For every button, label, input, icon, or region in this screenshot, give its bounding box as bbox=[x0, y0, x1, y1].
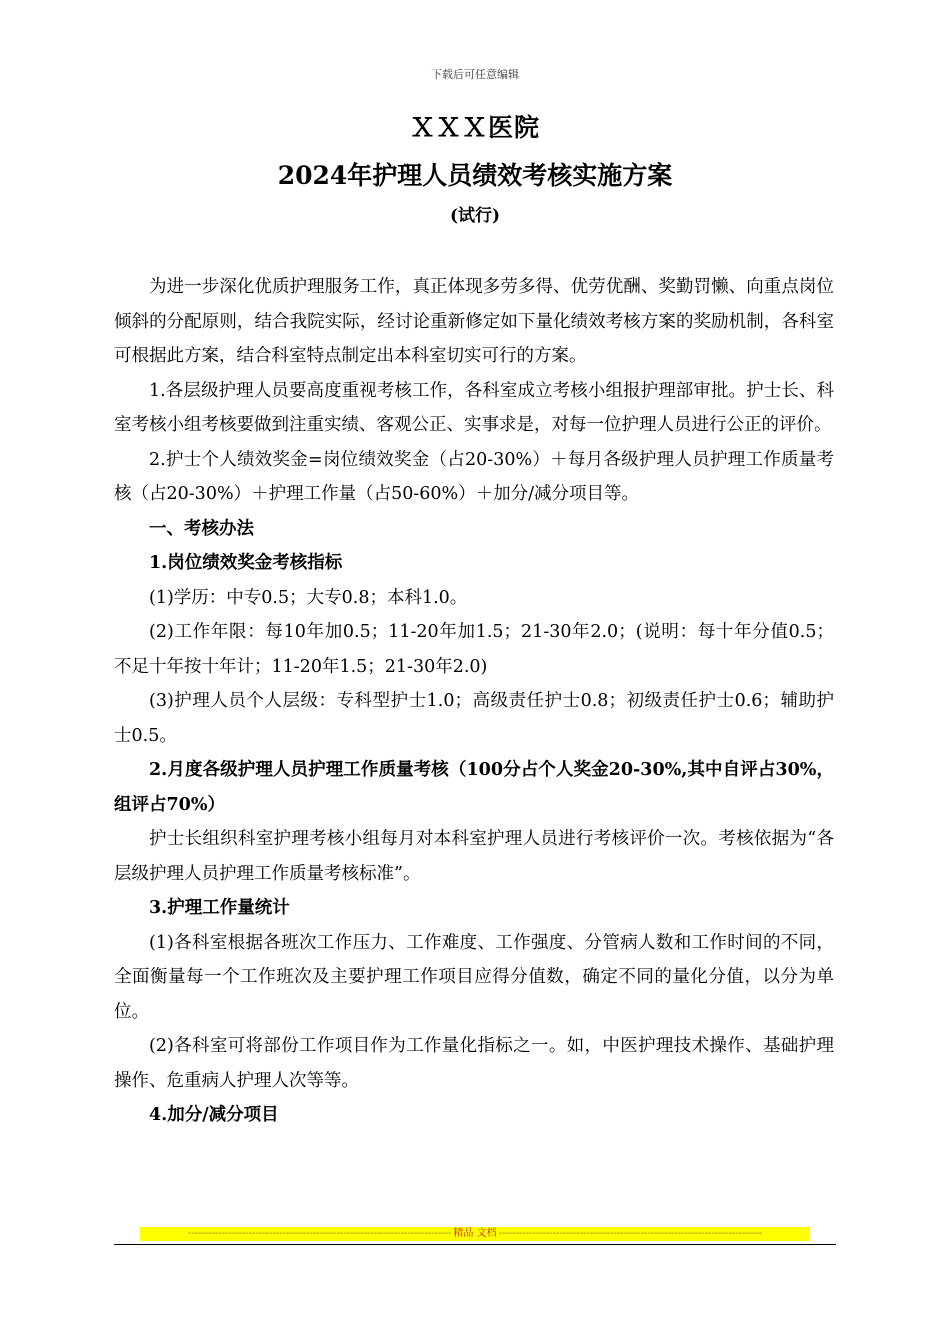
document-title: 2024年护理人员绩效考核实施方案 bbox=[277, 161, 673, 190]
section-heading-1: 一、考核办法 bbox=[149, 518, 254, 539]
intro-paragraph: 为进一步深化优质护理服务工作，真正体现多劳多得、优劳优酬、奖勤罚懒、向重点岗位倾斜的分配原则，结合我院实际，经讨论重新修定如下量化绩效考核方案的奖励机制，各科室可根据此方案，结合科室特点制定出本科室切实可行的方案。 bbox=[114, 277, 834, 366]
header-note: 下载后可任意编辑 bbox=[431, 68, 519, 81]
quality-assessment-paragraph: 护士长组织科室护理考核小组每月对本科室护理人员进行考核评价一次。考核依据为“各层级护理人员护理工作质量考核标准”。 bbox=[114, 829, 834, 884]
hospital-title: ＸＸＸ医院 bbox=[409, 113, 540, 142]
paragraph-item-2: 2.护士个人绩效奖金=岗位绩效奖金（占20-30%）＋每月各级护理人员护理工作质量考核（占20-30%）＋护理工作量（占50-60%）＋加分/减分项目等。 bbox=[114, 449, 834, 504]
footer-banner bbox=[140, 1227, 810, 1241]
footer-dashes-right: ------------------------------------------------------------------------------ bbox=[498, 1228, 763, 1239]
subsection-heading-1: 1.岗位绩效奖金考核指标 bbox=[149, 553, 343, 573]
workload-item-1: (1)各科室根据各班次工作压力、工作难度、工作强度、分管病人数和工作时间的不同，全面衡量每一个工作班次及主要护理工作项目应得分值数，确定不同的量化分值，以分为单位。 bbox=[114, 932, 834, 1022]
criteria-work-years: (2)工作年限：每10年加0.5；11-20年加1.5；21-30年2.0；(说明：每十年分值0.5；不足十年按十年计；11-20年1.5；21-30年2.0) bbox=[114, 622, 834, 677]
subsection-heading-2: 2.月度各级护理人员护理工作质量考核（100分占个人奖金20-30%,其中自评占30%，组评占70%） bbox=[114, 760, 834, 815]
workload-item-2: (2)各科室可将部份工作项目作为工作量化指标之一。如，中医护理技术操作、基础护理操作、危重病人护理人次等等。 bbox=[114, 1036, 834, 1091]
criteria-education: (1)学历：中专0.5；大专0.8；本科1.0。 bbox=[149, 587, 468, 608]
criteria-nurse-level: (3)护理人员个人层级：专科型护士1.0；高级责任护士0.8；初级责任护士0.6；辅助护士0.5。 bbox=[114, 691, 834, 746]
subsection-heading-4: 4.加分/减分项目 bbox=[149, 1105, 279, 1125]
footer-mark: 精品 文档 bbox=[453, 1228, 497, 1239]
footer-dashes-left: ------------------------------------------------------------------------------ bbox=[187, 1228, 452, 1239]
paragraph-item-1: 1.各层级护理人员要高度重视考核工作，各科室成立考核小组报护理部审批。护士长、科室考核小组考核要做到注重实绩、客观公正、实事求是，对每一位护理人员进行公正的评价。 bbox=[114, 380, 834, 435]
subsection-heading-3: 3.护理工作量统计 bbox=[149, 898, 290, 918]
document-body bbox=[114, 270, 834, 1133]
document-subtitle: (试行) bbox=[449, 206, 501, 226]
footer-divider bbox=[114, 1244, 836, 1245]
